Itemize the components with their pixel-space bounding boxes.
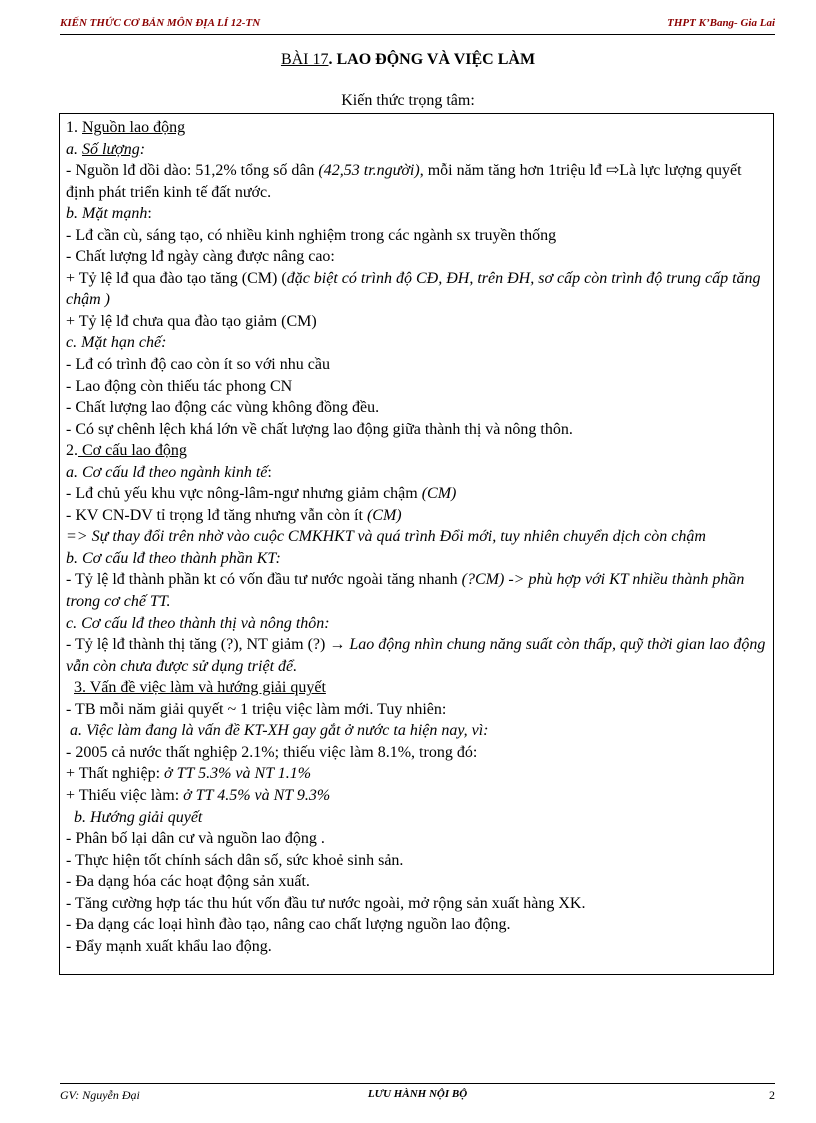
text-line — [66, 634, 767, 677]
text-run: + Thiếu việc làm: — [66, 786, 184, 804]
text-run: (CM) — [366, 506, 402, 524]
subsection-2a — [66, 462, 767, 484]
text-run: (CM) — [421, 485, 457, 503]
section-1-heading — [66, 117, 767, 139]
section-2-heading — [66, 440, 767, 462]
subsection-1a — [66, 139, 767, 161]
text-line — [66, 763, 767, 785]
text-run: (?CM) -> phù hợp với KT nhiều thành phần trong cơ chế TT. — [66, 571, 745, 611]
section-1-title: Nguồn lao động — [82, 119, 186, 136]
text-run: - Nguồn lđ dồi dào: 51,2% tổng số dân — [66, 162, 319, 180]
page-header — [60, 17, 775, 29]
text-run: + Tỷ lệ lđ qua đào tạo tăng (CM) ( — [66, 269, 287, 287]
text-run: - Lđ chủ yếu khu vực nông-lâm-ngư nhưng giảm chậm — [66, 485, 422, 503]
footer-rule — [60, 1083, 775, 1084]
subsection-1a-label: a. — [66, 140, 82, 158]
text-line: - Phân bố lại dân cư và nguồn lao động . — [66, 830, 325, 848]
subsection-1a-title: Số lượng — [82, 140, 140, 158]
section-1-number: 1. — [66, 119, 82, 136]
subsection-2c: c. Cơ cấu lđ theo thành thị và nông thôn: — [66, 614, 330, 632]
footer-center: LƯU HÀNH NỘI BỘ — [367, 1088, 468, 1100]
text-line: => Sự thay đổi trên nhờ vào cuộc CMKHKT và quá trình Đổi mới, tuy nhiên chuyển dịch còn chậm — [66, 528, 706, 546]
text-run: + Thất nghiệp: — [66, 765, 165, 783]
subsection-3a: a. Việc làm đang là vấn đề KT-XH gay gắt ở nước ta hiện nay, vì: — [70, 722, 489, 740]
content-box — [59, 113, 774, 975]
text-line — [66, 785, 767, 807]
header-left: KIẾN THỨC CƠ BẢN MÔN ĐỊA LÍ 12-TN — [60, 17, 261, 29]
text-line: - Lđ có trình độ cao còn ít so với nhu cầu — [66, 356, 330, 374]
page-number: 2 — [769, 1088, 775, 1102]
lesson-dot: . — [328, 51, 333, 68]
subsection-1b — [66, 203, 767, 225]
text-line: - Có sự chênh lệch khá lớn về chất lượng lao động giữa thành thị và nông thôn. — [66, 420, 573, 438]
section-2-number: 2. — [66, 442, 78, 460]
subsection-2b: b. Cơ cấu lđ theo thành phần KT: — [66, 549, 281, 567]
text-line: - Lđ cần cù, sáng tạo, có nhiều kinh nghiệm trong các ngành sx truyền thống — [66, 226, 557, 244]
text-line: + Tỷ lệ lđ chưa qua đào tạo giảm (CM) — [66, 312, 317, 330]
text-line: - Thực hiện tốt chính sách dân số, sức khoẻ sinh sản. — [66, 851, 404, 869]
right-arrow-icon: → — [329, 636, 346, 654]
text-line — [66, 160, 767, 203]
section-3-heading: 3. Vấn đề việc làm và hướng giải quyết — [74, 679, 326, 697]
footer-author: GV: Nguyễn Đại — [60, 1088, 140, 1102]
subsection-3b: b. Hướng giải quyết — [74, 808, 203, 826]
text-line: - Đẩy mạnh xuất khẩu lao động. — [66, 937, 272, 955]
text-run: đặc biệt có trình độ CĐ, ĐH, trên ĐH, sơ cấp còn trình độ trung cấp tăng chậm ) — [66, 269, 761, 309]
lesson-name: LAO ĐỘNG VÀ VIỆC LÀM — [332, 51, 536, 68]
lesson-number: BÀI 17 — [280, 51, 329, 68]
text-run: ở TT 4.5% và NT 9.3% — [183, 786, 331, 804]
subsection-1c: c. Mặt hạn chế: — [66, 334, 167, 352]
text-line: - Đa dạng các loại hình đào tạo, nâng cao chất lượng nguồn lao động. — [66, 916, 511, 934]
text-run: ở TT 5.3% và NT 1.1% — [164, 765, 312, 783]
subsection-1b-colon: : — [147, 205, 152, 223]
text-run: - KV CN-DV tỉ trọng lđ tăng nhưng vẫn còn ít — [66, 506, 367, 524]
text-run: Lao động nhìn chung năng suất còn thấp, quỹ thời gian lao động vẫn còn chưa được sử dụng triệt để. — [66, 636, 766, 675]
lesson-title — [0, 51, 816, 69]
text-run: (42,53 tr.người) — [318, 162, 420, 180]
text-run: - Tỷ lệ lđ thành phần kt có vốn đầu tư nước ngoài tăng nhanh — [66, 571, 462, 589]
text-line: - Chất lượng lđ ngày càng được nâng cao: — [66, 248, 335, 266]
text-line — [66, 569, 767, 612]
text-line: - Chất lượng lao động các vùng không đồng đều. — [66, 399, 380, 417]
text-line: - TB mỗi năm giải quyết ~ 1 triệu việc làm mới. Tuy nhiên: — [66, 700, 447, 718]
text-run: - Tỷ lệ lđ thành thị tăng (?), NT giảm (?) — [66, 636, 330, 654]
subsection-2a-colon: : — [267, 463, 272, 481]
subsection-1b-label: b. Mặt mạnh — [66, 205, 148, 223]
subtitle: Kiến thức trọng tâm: — [341, 92, 475, 109]
text-line: - Lao động còn thiếu tác phong CN — [66, 377, 293, 395]
subsection-1a-colon: : — [139, 140, 146, 158]
text-run: , mỗi năm tăng hơn 1triệu lđ ⇨Là lực lượng quyết định phát triển kinh tế đất nước. — [66, 162, 742, 201]
text-line — [66, 483, 767, 505]
header-right: THPT K’Bang- Gia Lai — [667, 17, 775, 29]
header-rule — [60, 34, 775, 35]
text-line: - Tăng cường hợp tác thu hút vốn đầu tư nước ngoài, mở rộng sản xuất hàng XK. — [66, 894, 586, 912]
subsection-2a-label: a. Cơ cấu lđ theo ngành kinh tế — [66, 463, 268, 481]
text-line — [66, 505, 767, 527]
text-line — [66, 268, 767, 311]
text-line: - Đa dạng hóa các hoạt động sản xuất. — [66, 873, 310, 891]
section-2-title: Cơ cấu lao động — [78, 442, 187, 460]
text-line: - 2005 cả nước thất nghiệp 2.1%; thiếu việc làm 8.1%, trong đó: — [66, 743, 478, 761]
page-footer — [60, 1088, 775, 1104]
